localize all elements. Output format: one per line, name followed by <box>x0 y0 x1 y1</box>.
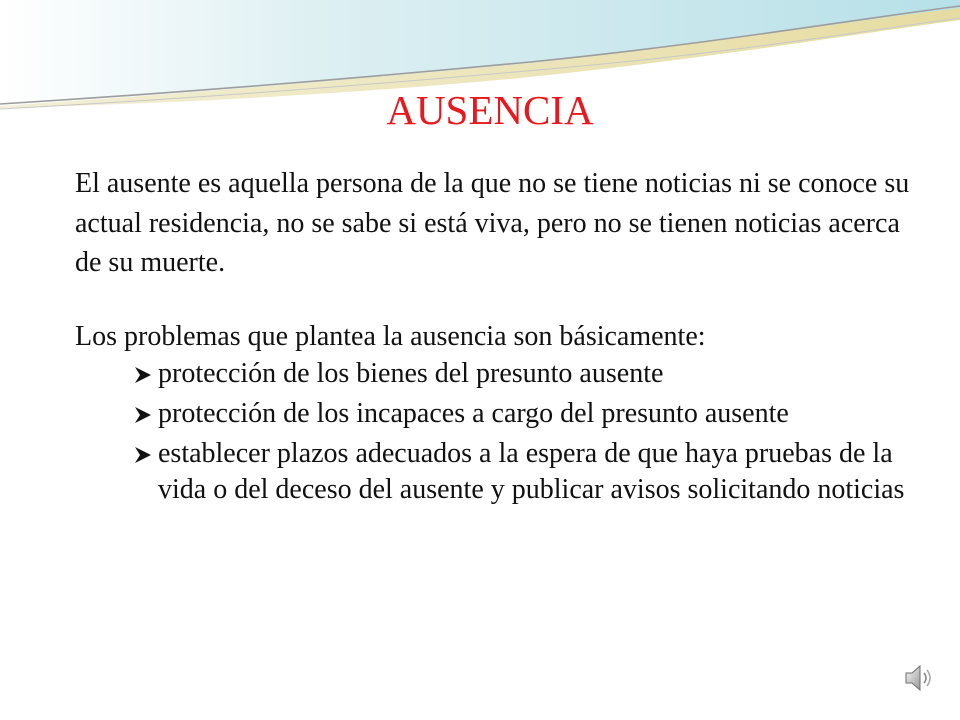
list-intro: Los problemas que plantea la ausencia son básicamente: <box>75 320 706 352</box>
list-item-text: protección de los bienes del presunto ausente <box>158 358 664 389</box>
slide-content <box>75 164 915 512</box>
list-item <box>75 436 915 508</box>
list-item <box>75 356 915 392</box>
arrow-bullet-icon <box>133 365 153 385</box>
list-item <box>75 396 915 432</box>
slide-title: AUSENCIA <box>386 87 594 133</box>
definition-paragraph: El ausente es aquella persona de la que no se tiene noticias ni se conoce su actual residencia, no se sabe si está viva, pero no se tienen noticias acerca de su muerte. <box>75 168 910 278</box>
problems-list <box>75 356 915 508</box>
arrow-bullet-icon <box>133 445 153 465</box>
list-item-text: protección de los incapaces a cargo del presunto ausente <box>158 398 789 429</box>
speaker-icon[interactable] <box>902 661 936 695</box>
spacer <box>75 283 915 317</box>
arrow-bullet-icon <box>133 405 153 425</box>
list-item-text: establecer plazos adecuados a la espera de que haya pruebas de la vida o del deceso del ausente y publicar avisos solicitando noticias <box>158 438 905 505</box>
